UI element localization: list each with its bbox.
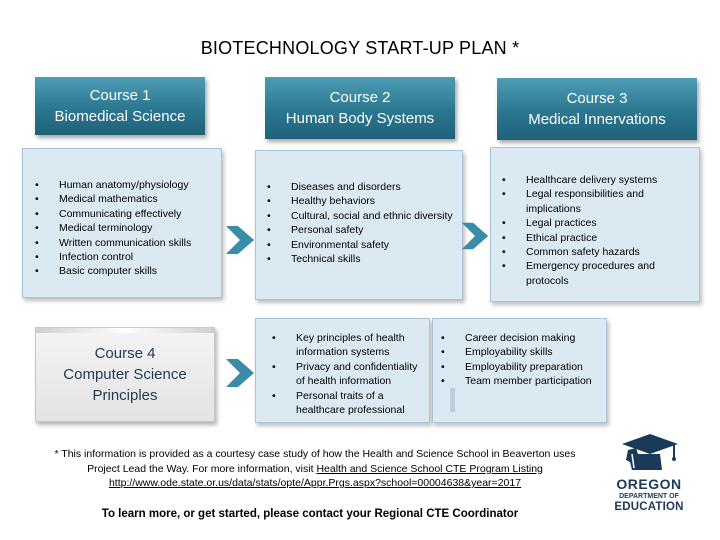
bullet: • xyxy=(502,246,506,259)
chevron-arrow-icon xyxy=(222,355,258,391)
bullet: • xyxy=(35,179,39,191)
bullet: • xyxy=(35,207,39,220)
course-3-name: Medical Innervations xyxy=(528,111,666,128)
list-item: • Privacy and confidentiality of health information xyxy=(272,360,418,388)
career-topic-list xyxy=(441,331,600,389)
bullet: • xyxy=(35,265,39,278)
bullet: • xyxy=(272,389,276,402)
page-title: BIOTECHNOLOGY START-UP PLAN * xyxy=(200,38,520,58)
bullet: • xyxy=(267,195,271,208)
list-item: • Key principles of health information systems xyxy=(272,332,405,359)
course-2-header xyxy=(265,77,455,139)
footnote-text: * This information is provided as a courtesy case study of how the Health and Science School in Beaverton uses Project Lead the Way. For more information, visit xyxy=(54,448,576,475)
bullet: • xyxy=(272,360,276,373)
list-item: • Infection control xyxy=(35,251,134,264)
course-2-number: Course 2 xyxy=(329,89,391,106)
course-4-topic-list xyxy=(272,331,426,417)
list-item: • Cultural, social and ethnic diversity xyxy=(267,209,453,222)
list-item: • Medical terminology xyxy=(35,222,153,235)
bullet: • xyxy=(35,193,39,206)
list-item: • Career decision making xyxy=(441,332,576,344)
list-item: • Employability skills xyxy=(441,346,553,359)
list-item: • Basic computer skills xyxy=(35,265,158,278)
course-2-topic-list xyxy=(267,180,456,266)
list-item: • Communicating effectively xyxy=(35,207,182,220)
bullet: • xyxy=(502,174,506,186)
bullet: • xyxy=(35,222,39,235)
course-3-header xyxy=(497,78,697,140)
course-4-top-bar xyxy=(36,328,214,333)
bullet: • xyxy=(502,231,506,244)
bullet: • xyxy=(441,360,445,373)
cte-program-listing-link[interactable]: Health and Science School CTE Program Listing xyxy=(316,462,543,475)
course-3-number: Course 3 xyxy=(566,90,628,107)
course-1-topic-list xyxy=(35,178,219,279)
course-4-name-line-2: Principles xyxy=(92,387,158,404)
footnote xyxy=(45,447,585,491)
course-3-topic-list xyxy=(502,173,696,288)
contact-note: To learn more, or get started, please contact your Regional CTE Coordinator xyxy=(101,508,519,520)
logo-education-text: EDUCATION xyxy=(614,501,684,513)
chevron-arrow-icon xyxy=(458,219,492,253)
list-item: • Human anatomy/physiology xyxy=(35,179,189,191)
logo-department-text: DEPARTMENT OF xyxy=(619,493,679,500)
list-item: • Employability preparation xyxy=(441,360,583,373)
course-4-header xyxy=(35,327,215,422)
list-item: • Emergency procedures and protocols xyxy=(502,260,655,287)
bullet: • xyxy=(441,332,445,344)
list-item: • Medical mathematics xyxy=(35,193,158,206)
ode-url-link[interactable]: http://www.ode.state.or.us/data/stats/opte/Appr.Prgs.aspx?school=00004638&year=2017 xyxy=(108,477,522,489)
graduation-cap-state-icon xyxy=(620,430,680,476)
bullet: • xyxy=(267,224,271,237)
course-1-header xyxy=(35,77,205,135)
list-item: • Team member participation xyxy=(441,375,592,388)
list-item: • Legal responsibilities and implications xyxy=(502,188,644,215)
bullet: • xyxy=(502,217,506,230)
bullet: • xyxy=(441,375,445,388)
list-item: • Common safety hazards xyxy=(502,246,640,259)
bullet: • xyxy=(267,253,271,266)
bullet: • xyxy=(502,188,506,201)
bullet: • xyxy=(35,236,39,249)
list-item: • Personal traits of a healthcare professional xyxy=(272,389,405,417)
list-item: • Written communication skills xyxy=(35,236,192,249)
course-1-number: Course 1 xyxy=(89,87,151,104)
list-item: • Healthcare delivery systems xyxy=(502,174,658,186)
bullet: • xyxy=(272,332,276,344)
list-item: • Technical skills xyxy=(267,253,361,266)
list-item: • Legal practices xyxy=(502,217,597,230)
list-item: • Diseases and disorders xyxy=(267,181,401,193)
logo-oregon-text: OREGON xyxy=(616,476,682,492)
bullet: • xyxy=(35,251,39,264)
course-4-name-line-1: Computer Science xyxy=(63,366,187,383)
chevron-arrow-icon xyxy=(222,222,258,258)
bullet: • xyxy=(441,346,445,359)
course-1-name: Biomedical Science xyxy=(54,108,186,125)
list-item: • Ethical practice xyxy=(502,231,598,244)
list-item: • Personal safety xyxy=(267,224,364,237)
bullet: • xyxy=(267,209,271,222)
bullet: • xyxy=(267,238,271,251)
course-4-number: Course 4 xyxy=(94,345,156,362)
divider-bar-icon xyxy=(446,386,460,414)
oregon-department-of-education-logo xyxy=(612,430,692,520)
bullet: • xyxy=(502,260,506,273)
bullet: • xyxy=(267,181,271,193)
list-item: • Environmental safety xyxy=(267,238,390,251)
list-item: • Healthy behaviors xyxy=(267,195,376,208)
course-2-name: Human Body Systems xyxy=(285,110,435,127)
